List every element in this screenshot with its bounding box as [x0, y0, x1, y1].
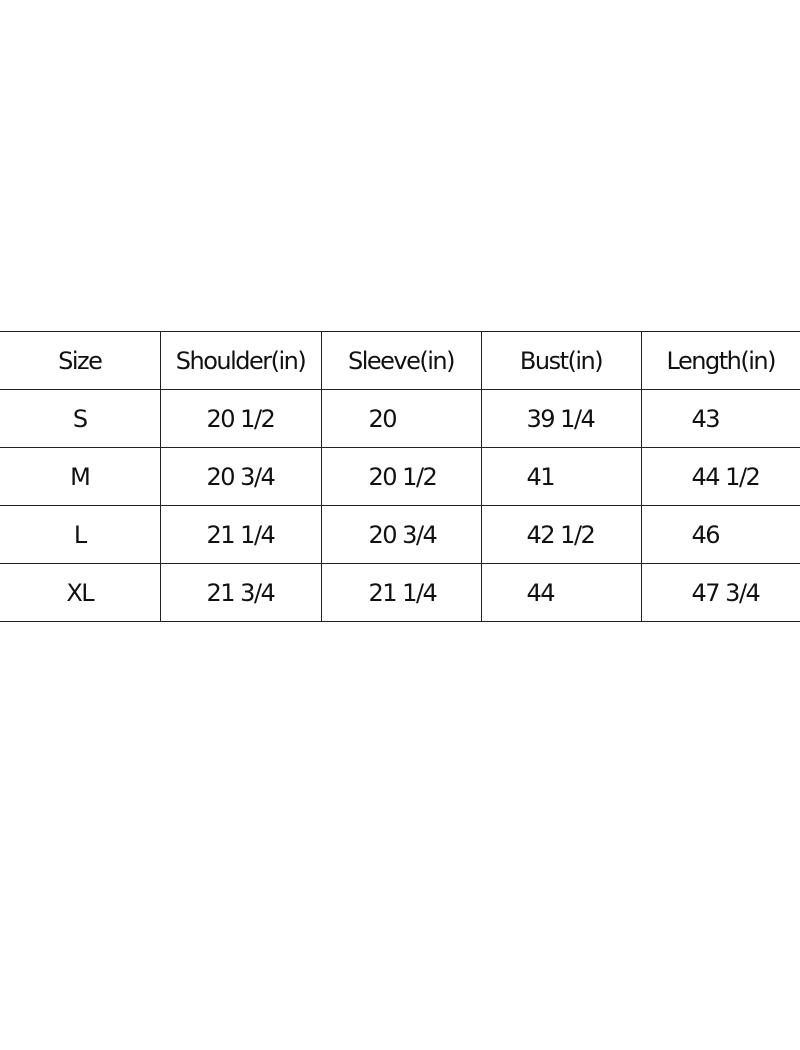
table-row [0, 506, 800, 564]
shoulder-cell: 20 3/4 [160, 448, 321, 506]
length-cell: 44 1/2 [641, 448, 800, 506]
shoulder-cell: 20 1/2 [160, 390, 321, 448]
header-sleeve: Sleeve(in) [321, 332, 481, 390]
header-row [0, 332, 800, 390]
sleeve-cell: 20 [321, 390, 481, 448]
sleeve-cell: 20 1/2 [321, 448, 481, 506]
bust-cell: 44 [481, 564, 641, 622]
table-row [0, 390, 800, 448]
table-row [0, 448, 800, 506]
size-cell: M [0, 448, 160, 506]
header-bust: Bust(in) [481, 332, 641, 390]
header-length: Length(in) [641, 332, 800, 390]
length-cell: 43 [641, 390, 800, 448]
size-cell: XL [0, 564, 160, 622]
table-row [0, 564, 800, 622]
header-size: Size [0, 332, 160, 390]
shoulder-cell: 21 3/4 [160, 564, 321, 622]
bust-cell: 42 1/2 [481, 506, 641, 564]
sleeve-cell: 21 1/4 [321, 564, 481, 622]
length-cell: 47 3/4 [641, 564, 800, 622]
size-chart-table [0, 331, 800, 622]
header-shoulder: Shoulder(in) [160, 332, 321, 390]
shoulder-cell: 21 1/4 [160, 506, 321, 564]
bust-cell: 39 1/4 [481, 390, 641, 448]
size-cell: L [0, 506, 160, 564]
length-cell: 46 [641, 506, 800, 564]
sleeve-cell: 20 3/4 [321, 506, 481, 564]
size-cell: S [0, 390, 160, 448]
bust-cell: 41 [481, 448, 641, 506]
